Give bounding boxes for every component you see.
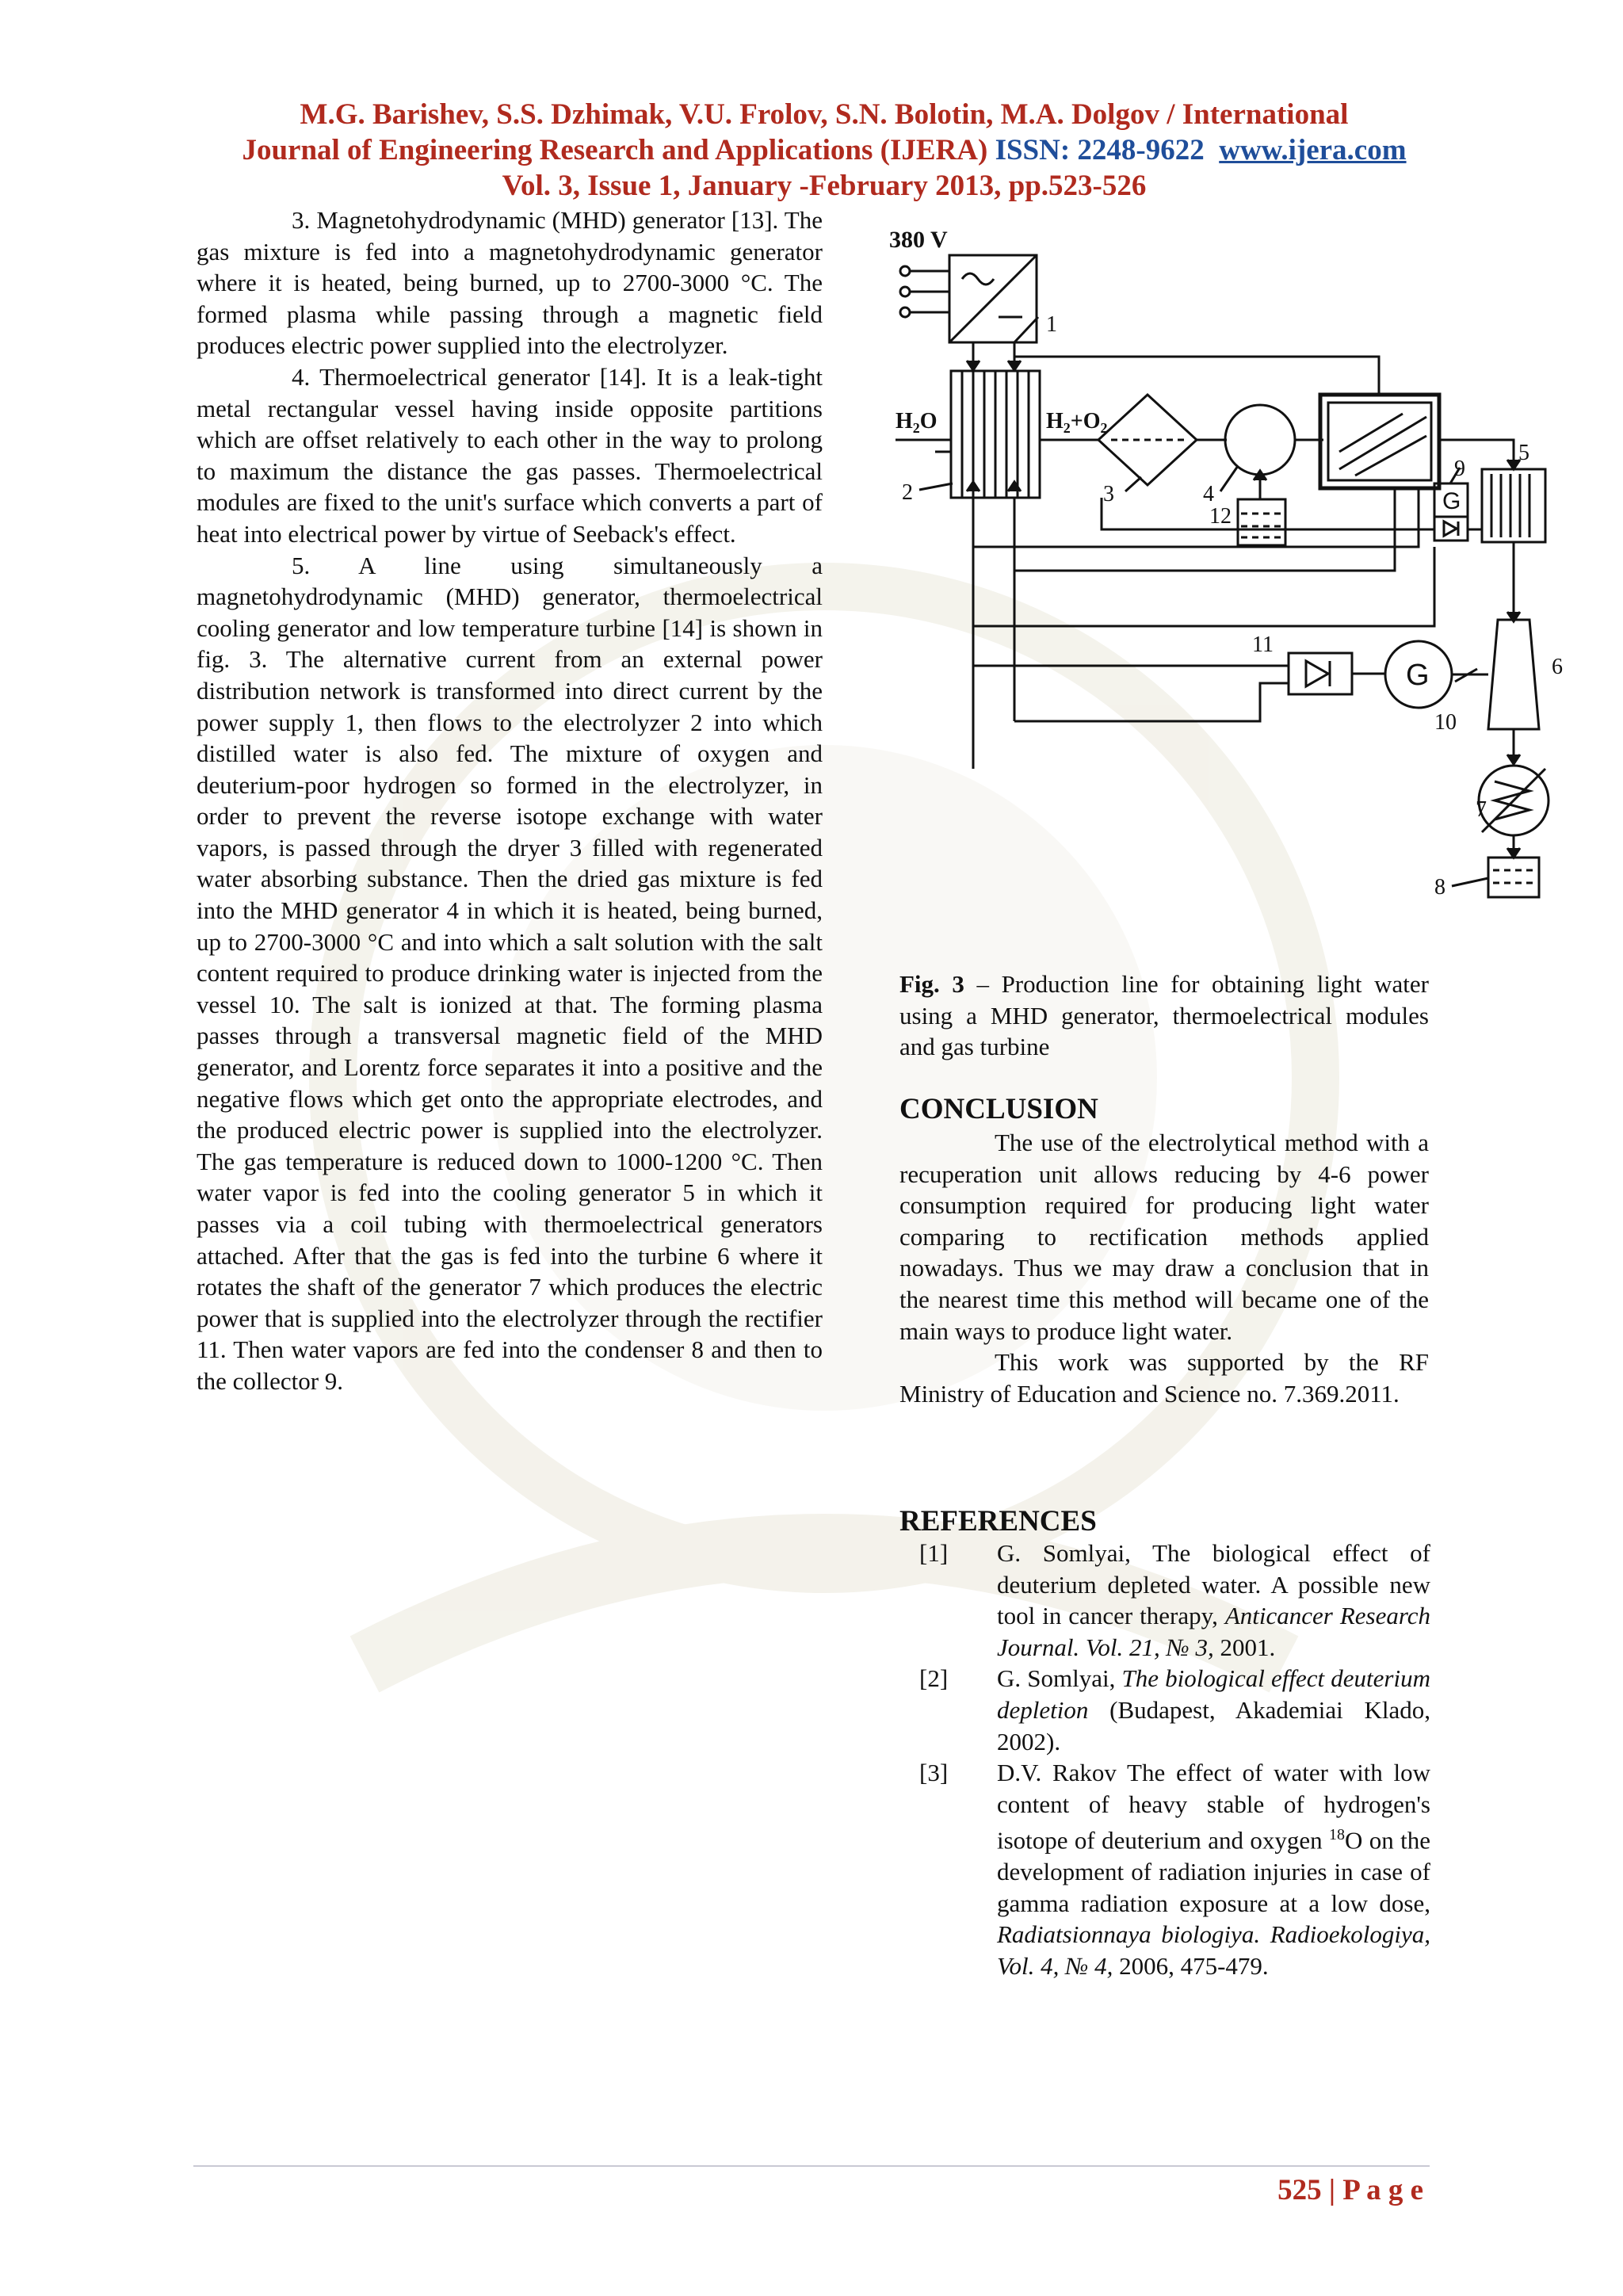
reference-text: G. Somlyai, The biological effect of deuterium depleted water. A possible new tool in cancer therapy, Anticancer Research Journal. Vol. 21, № 3, 2001. [997,1539,1431,1661]
label-2: 2 [902,480,913,505]
gas-mixture-label: $H_2+O_2$ [1046,409,1108,436]
header-volume: Vol. 3, Issue 1, January -February 2013, pp.523-526 [502,170,1147,202]
reference-number: [3] [919,1759,949,1787]
conclusion-heading: CONCLUSION [899,1093,1098,1125]
reference-item [919,1538,1430,1663]
label-9: 9 [1454,457,1465,481]
svg-text:G: G [1406,659,1430,692]
mhd-generator-4 [1225,405,1295,475]
header-issn: ISSN: 2248-9622 [995,134,1205,166]
caption-text: – Production line for obtaining light water using a MHD generator, thermoelectrical modules and gas turbine [899,970,1429,1061]
label-12: 12 [1209,504,1232,529]
turbine-6 [1488,620,1539,729]
label-11: 11 [1252,632,1274,657]
dryer-3 [1098,395,1197,485]
header-journal-line [182,132,1466,168]
label-4: 4 [1203,482,1214,506]
reference-item [919,1757,1430,1981]
caption-label: Fig. 3 [899,970,964,998]
water-input-label: $H_2O$ [896,409,938,436]
conclusion-paragraph: The use of the electrolytical method with a recuperation unit allows reducing by 4-6 power consumption required for producing light water comparing to rectification methods applied nowadays. Thus we may draw a conclusion that in the nearest time this method will became one of the main ways to produce light water. [899,1129,1429,1345]
footer-divider [193,2165,1430,2167]
paragraph-thermoelectrical-generator: 4. Thermoelectrical generator [14]. It is a leak-tight metal rectangular vessel having inside opposite partitions which are offset relatively to each other in the way to prolong to maximum the distance the gas passes. Thermoelectrical modules are fixed to the unit's surface which converts a part of heat into electrical power by virtue of Seeback's effect. [197,362,823,548]
label-3: 3 [1103,482,1114,506]
svg-text:G: G [1442,488,1461,514]
figure-3-schematic [880,214,1563,904]
cooling-generator-5 [1482,469,1545,542]
header-journal: Journal of Engineering Research and Applications (IJERA) [242,134,988,166]
running-header [182,97,1466,204]
label-10: 10 [1434,710,1457,735]
reference-text: G. Somlyai, The biological effect deuterium depletion (Budapest, Akademiai Klado, 2002). [997,1664,1430,1755]
thermo-generator-9 [1434,483,1468,541]
voltage-label: 380 V [889,227,948,253]
input-terminals [900,266,949,317]
references-heading: REFERENCES [899,1505,1097,1538]
label-5: 5 [1518,441,1529,465]
collector-8 [1488,858,1539,897]
label-8: 8 [1434,875,1445,900]
header-authors: M.G. Barishev, S.S. Dzhimak, V.U. Frolov, S.N. Bolotin, M.A. Dolgov / International [300,98,1349,131]
header-url-link[interactable]: www.ijera.com [1219,134,1407,166]
paragraph-production-line: 5. A line using simultaneously a magnetohydrodynamic (MHD) generator, thermoelectrical cooling generator and low temperature turbine [14] is shown in fig. 3. The alternative current from an external power distribution network is transformed into direct current by the power supply 1, then flows to the electrolyzer 2 into which distilled water is also fed. The mixture of oxygen and deuterium-poor hydrogen so formed in the electrolyzer, in order to prevent the reverse isotope exchange with water vapors, is passed through the dryer 3 filled with regenerated water absorbing substance. Then the dried gas mixture is fed into the MHD generator 4 in which it is heated, being burned, up to 2700-3000 °C and into which a salt solution with the salt content required to produce drinking water is injected from the vessel 10. The salt is ionized at that. The forming plasma passes through a transversal magnetic field of the MHD generator, and Lorentz force separates it into a positive and the negative flows which get onto the appropriate electrodes, and the produced electric power is supplied into the electrolyzer. The gas temperature is reduced down to 1000-1200 °C. Then water vapor is fed into the cooling generator 5 in which it passes via a coil tubing with thermoelectrical generators attached. After that the gas is fed into the turbine 6 where it rotates the shaft of the generator 7 which produces the electric power that is supplied into the electrolyzer through the rectifier 11. Then water vapors are fed into the condenser 8 and then to the collector 9. [197,551,823,1395]
power-supply-1 [949,255,1037,342]
conclusion-body [899,1127,1429,1409]
generator-7 [1385,641,1452,708]
acknowledgement-paragraph: This work was supported by the RF Ministry of Education and Science no. 7.369.2011. [899,1348,1429,1408]
reference-number: [1] [919,1539,949,1567]
paragraph-mhd-generator: 3. Magnetohydrodynamic (MHD) generator [13]. The gas mixture is fed into a magnetohydrodynamic generator where it is heated, being burned, up to 2700-3000 °C. The formed plasma while passing through a magnetic field produces electric power supplied into the electrolyzer. [197,206,823,360]
left-column [197,204,823,1397]
label-1: 1 [1046,312,1057,337]
label-7: 7 [1476,797,1487,822]
page-number: 525 | P a g e [1277,2174,1423,2206]
electrolyzer-2 [951,371,1040,498]
reference-number: [2] [919,1664,949,1693]
figure-caption [899,968,1429,1063]
salt-vessel-12 [1238,499,1285,545]
rectifier-11 [1289,653,1352,694]
reference-item [919,1663,1430,1757]
condenser-7 [1479,766,1549,835]
thermoelectrical-unit [1320,395,1439,488]
reference-text: D.V. Rakov The effect of water with low content of heavy stable of hydrogen's isotope of deuterium and oxygen $^{18}$O on the development of radiation injuries in case of gamma radiation exposure at a low dose, Radiatsionnaya biologiya. Radioekologiya, Vol. 4, № 4, 2006, 475-479. [997,1759,1430,1981]
references-list [919,1538,1430,1982]
label-6: 6 [1552,655,1563,679]
